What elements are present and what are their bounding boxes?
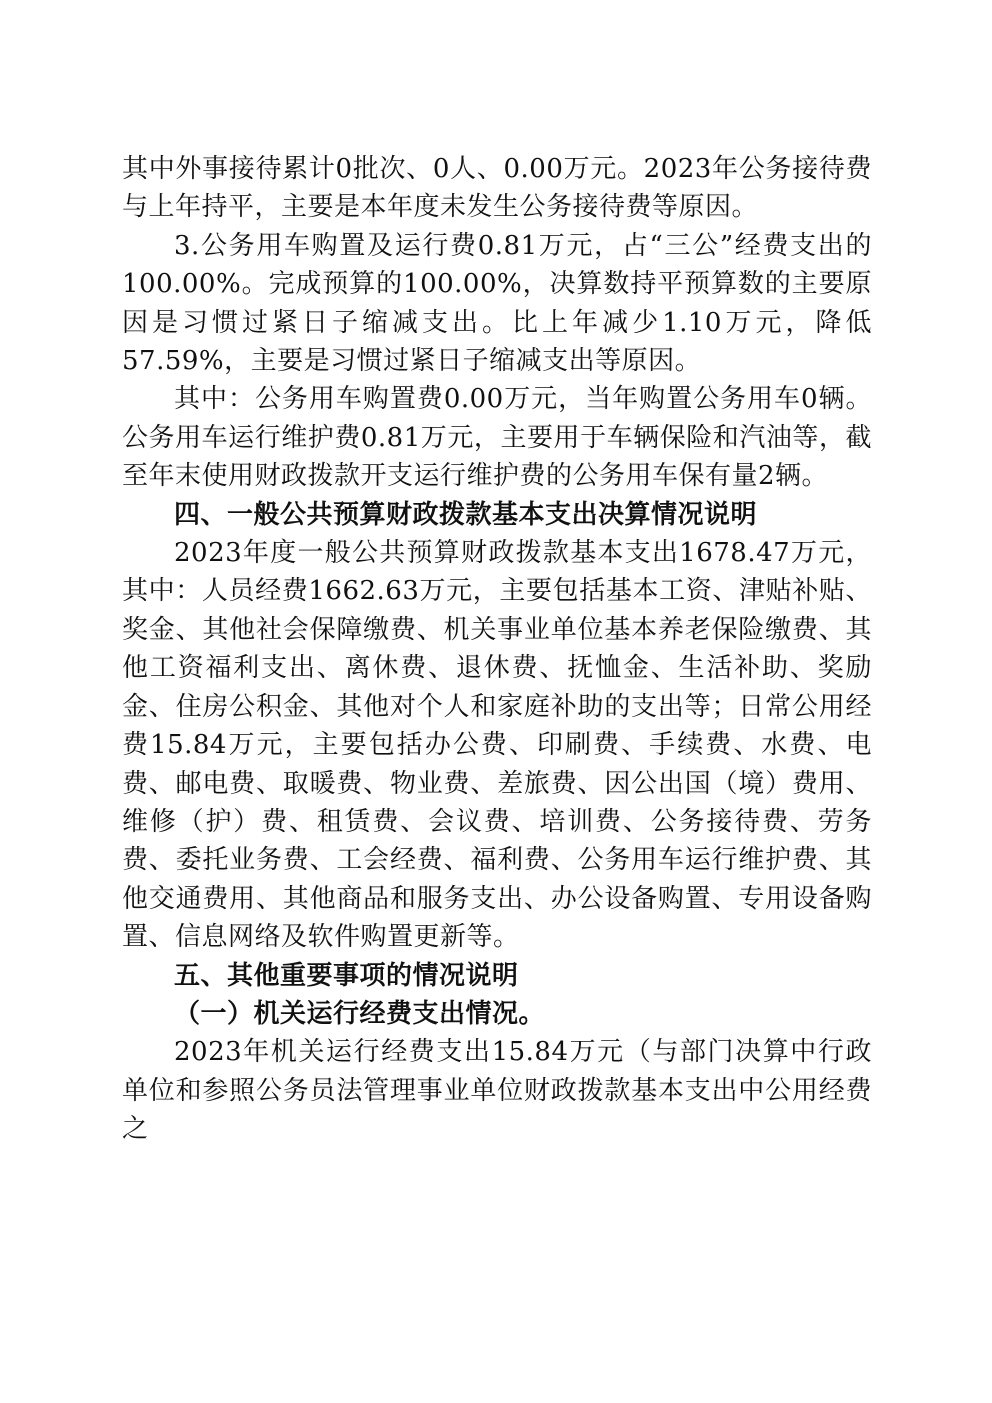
document-body xyxy=(122,150,872,1149)
paragraph-vehicle-expense: 3.公务用车购置及运行费0.81万元，占“三公”经费支出的100.00%。完成预算的100.00%，决算数持平预算数的主要原因是习惯过紧日子缩减支出。比上年减少1.10万元，降低57.59%，主要是习惯过紧日子缩减支出等原因。 xyxy=(122,230,872,377)
paragraph-vehicle-detail: 其中：公务用车购置费0.00万元，当年购置公务用车0辆。公务用车运行维护费0.81万元，主要用于车辆保险和汽油等，截至年末使用财政拨款开支运行维护费的公务用车保有量2辆。 xyxy=(122,384,872,492)
paragraph-operating-expense: 2023年机关运行经费支出15.84万元（与部门决算中行政单位和参照公务员法管理事业单位财政拨款基本支出中公用经费之 xyxy=(122,1037,872,1145)
paragraph-basic-expenditure: 2023年度一般公共预算财政拨款基本支出1678.47万元，其中：人员经费1662.63万元，主要包括基本工资、津贴补贴、奖金、其他社会保障缴费、机关事业单位基本养老保险缴费、其他工资福利支出、离休费、退休费、抚恤金、生活补助、奖励金、住房公积金、其他对个人和家庭补助的支出等；日常公用经费15.84万元，主要包括办公费、印刷费、手续费、水费、电费、邮电费、取暖费、物业费、差旅费、因公出国（境）费用、维修（护）费、租赁费、会议费、培训费、公务接待费、劳务费、委托业务费、工会经费、福利费、公务用车运行维护费、其他交通费用、其他商品和服务支出、办公设备购置、专用设备购置、信息网络及软件购置更新等。 xyxy=(122,538,872,953)
paragraph-reception-summary: 其中外事接待累计0批次、0人、0.00万元。2023年公务接待费与上年持平，主要是本年度未发生公务接待费等原因。 xyxy=(122,154,872,223)
section-heading-other-matters: 五、其他重要事项的情况说明 xyxy=(174,960,519,991)
section-heading-basic-expenditure: 四、一般公共预算财政拨款基本支出决算情况说明 xyxy=(174,499,758,530)
subsection-heading-operating-expense: （一）机关运行经费支出情况。 xyxy=(174,998,546,1029)
